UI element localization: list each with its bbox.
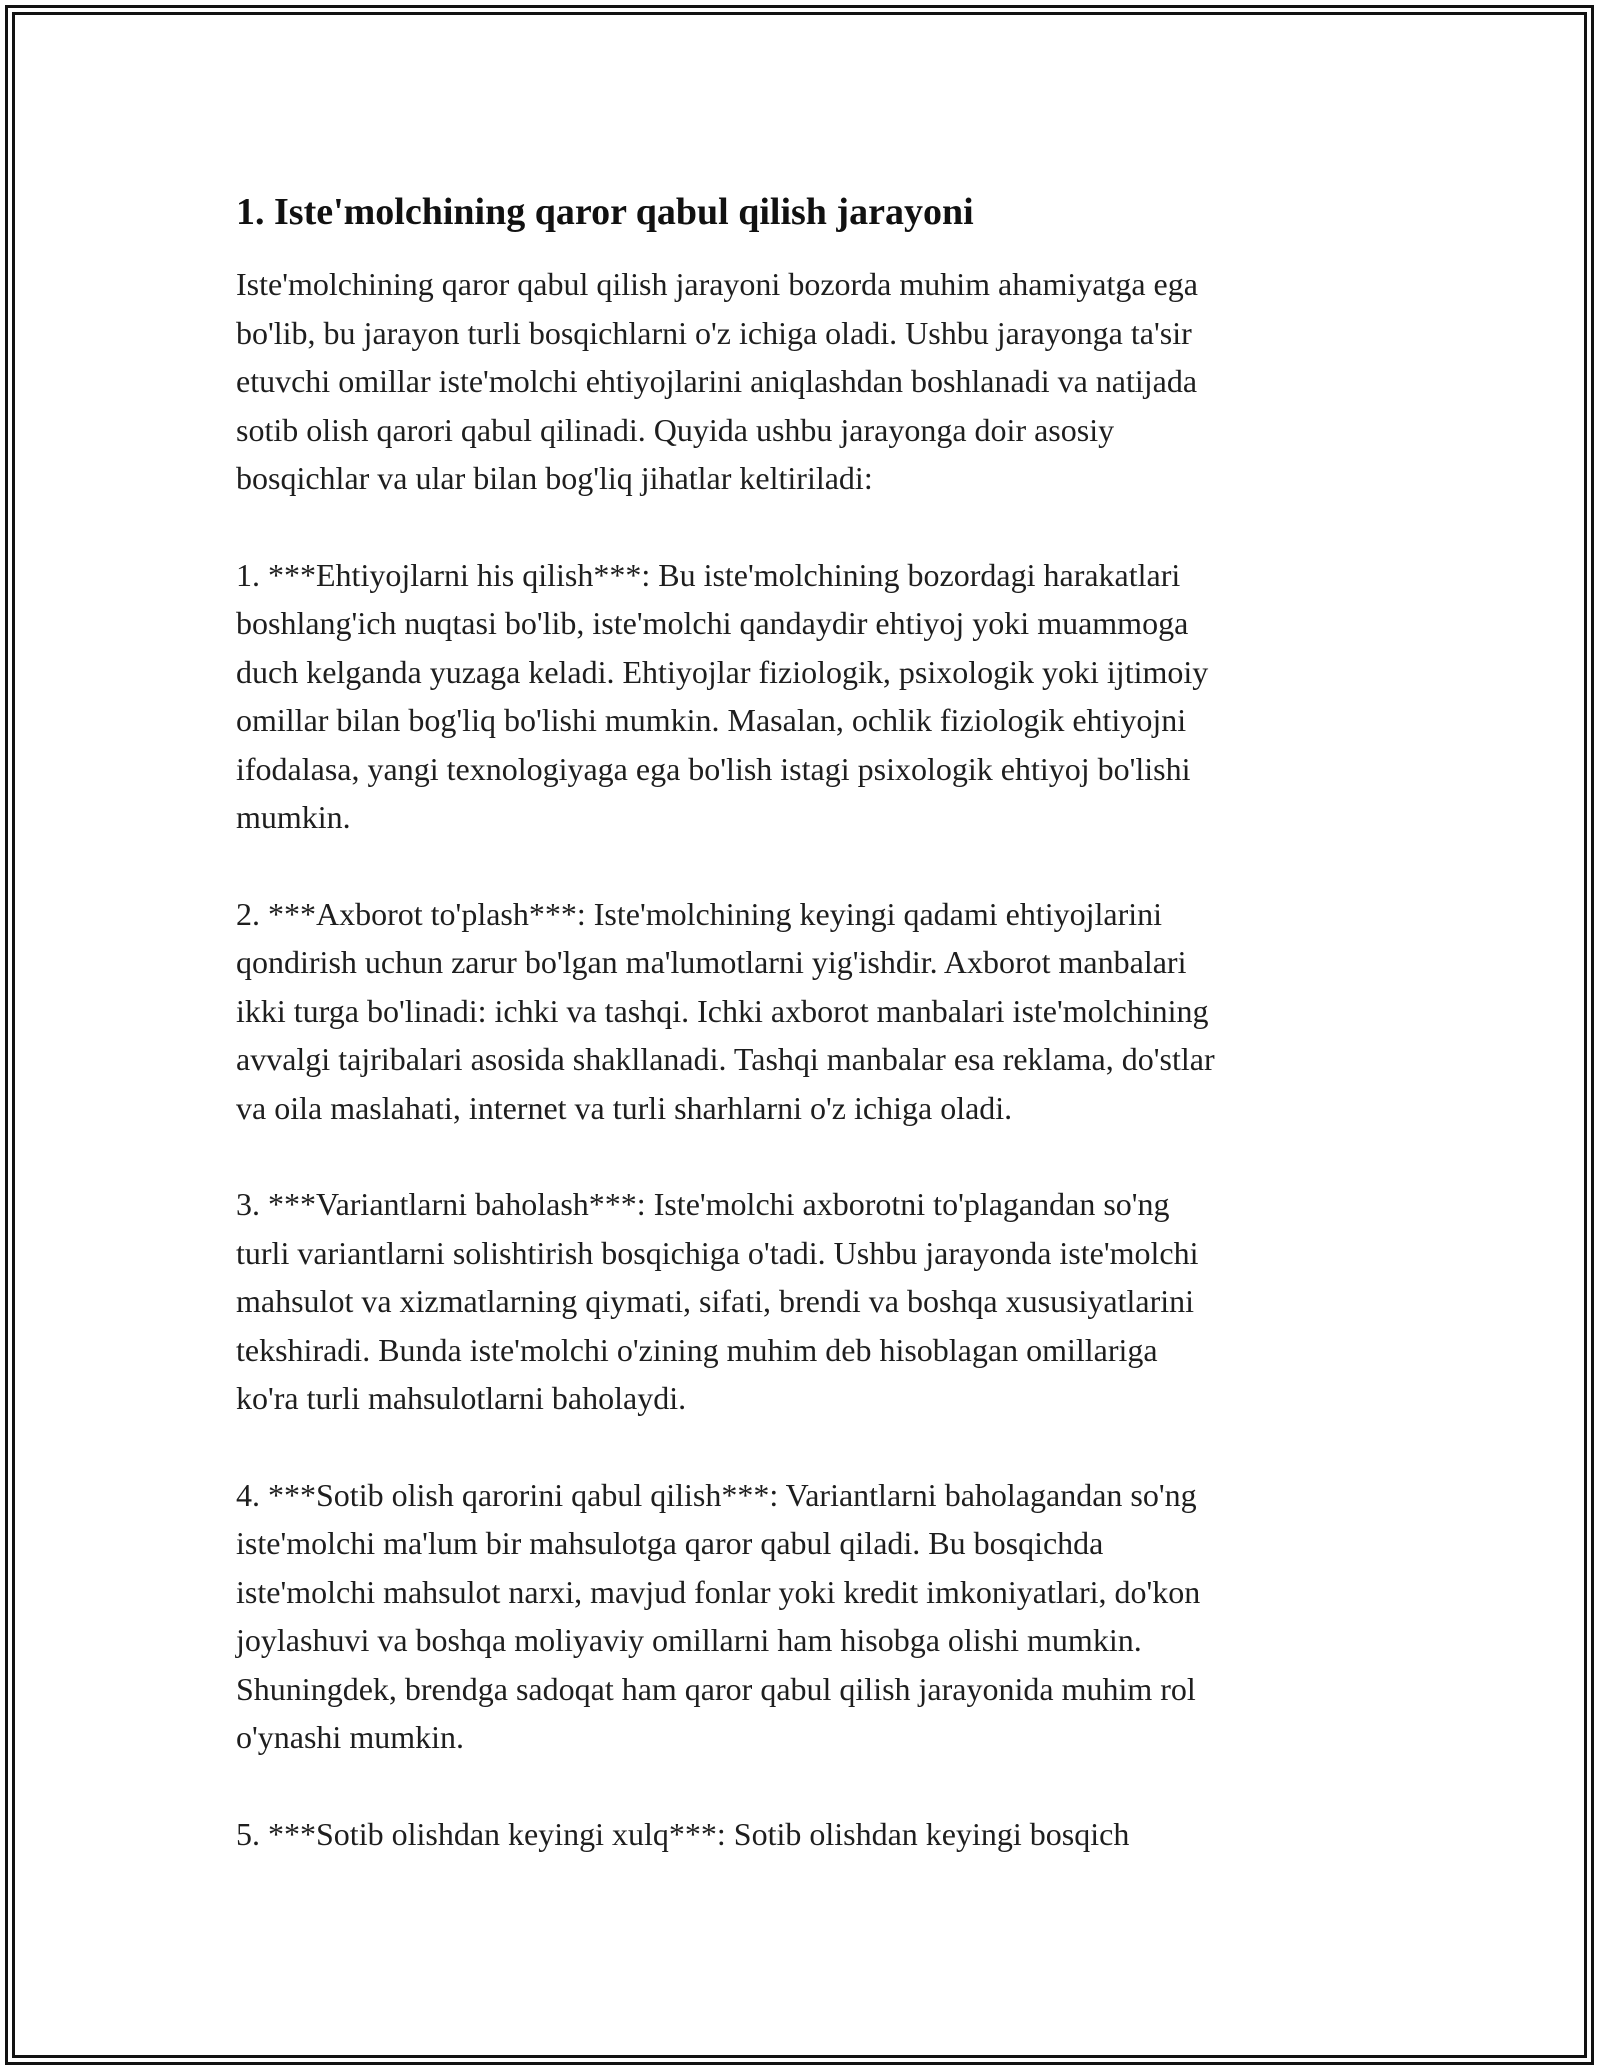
step-5-paragraph: 5. ***Sotib olishdan keyingi xulq***: Sotib olishdan keyingi bosqich xyxy=(236,1815,1130,1852)
step-4-paragraph: 4. ***Sotib olish qarorini qabul qilish***: Variantlarni baholagandan so'ng iste'molchi ma'lum bir mahsulotga qaror qabul qiladi. Bu bosqichda iste'molchi mahsulot narxi, mavjud fonlar yoki kredit imkoniyatlari, do'kon joylashuvi va boshqa moliyaviy omillarni ham hisobga olishi mumkin. Shuningdek, brendga sadoqat ham qaror qabul qilish jarayonida muhim rol o'ynashi mumkin. xyxy=(236,1476,1201,1755)
step-3-paragraph: 3. ***Variantlarni baholash***: Iste'molchi axborotni to'plagandan so'ng turli variantlarni solishtirish bosqichiga o'tadi. Ushbu jarayonda iste'molchi mahsulot va xizmatlarning qiymati, sifati, brendi va boshqa xususiyatlarini tekshiradi. Bunda iste'molchi o'zining muhim deb hisoblagan omillariga ko'ra turli mahsulotlarni baholaydi. xyxy=(236,1186,1199,1416)
document-body xyxy=(236,186,1366,1858)
step-2-paragraph: 2. ***Axborot to'plash***: Iste'molchining keyingi qadami ehtiyojlarini qondirish uchun zarur bo'lgan ma'lumotlarni yig'ishdir. Axborot manbalari ikki turga bo'linadi: ichki va tashqi. Ichki axborot manbalari iste'molchining avvalgi tajribalari asosida shakllanadi. Tashqi manbalar esa reklama, do'stlar va oila maslahati, internet va turli sharhlarni o'z ichiga oladi. xyxy=(236,895,1215,1126)
intro-paragraph: Iste'molchining qaror qabul qilish jarayoni bozorda muhim ahamiyatga ega bo'lib, bu jarayon turli bosqichlarni o'z ichiga oladi. Ushbu jarayonga ta'sir etuvchi omillar iste'molchi ehtiyojlarini aniqlashdan boshlanadi va natijada sotib olish qarori qabul qilinadi. Quyida ushbu jarayonga doir asosiy bosqichlar va ular bilan bog'liq jihatlar keltiriladi: xyxy=(236,266,1198,496)
step-1-paragraph: 1. ***Ehtiyojlarni his qilish***: Bu iste'molchining bozordagi harakatlari boshlang'ich nuqtasi bo'lib, iste'molchi qandaydir ehtiyoj yoki muammoga duch kelganda yuzaga keladi. Ehtiyojlar fiziologik, psixologik yoki ijtimoiy omillar bilan bog'liq bo'lishi mumkin. Masalan, ochlik fiziologik ehtiyojni ifodalasa, yangi texnologiyaga ega bo'lish istagi psixologik ehtiyoj bo'lishi mumkin. xyxy=(236,556,1209,835)
section-heading: 1. Iste'molchining qaror qabul qilish jarayoni xyxy=(236,191,974,233)
